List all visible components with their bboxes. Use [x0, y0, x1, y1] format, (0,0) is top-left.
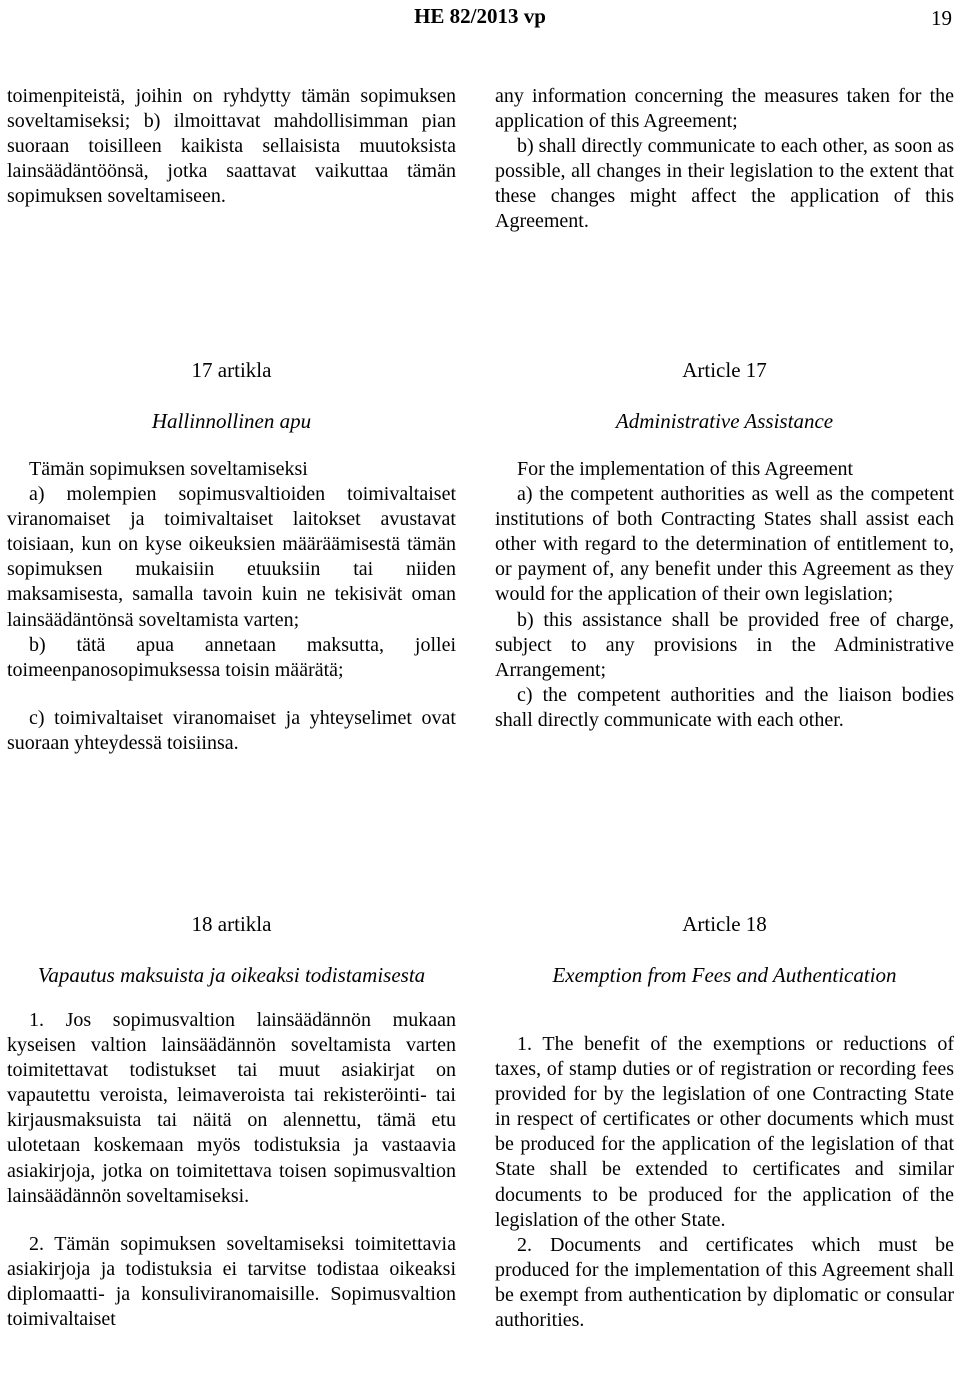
paragraph: 1. The benefit of the exemptions or reductions of taxes, of stamp duties or of registration or recording fees provided for by the legislation of one Contracting State in respect of certificates or other documents which must be produced for the application of the legislation of that State shall be extended to certificates and similar documents to be produced for the application of the legislation of the other State.	[495, 1033, 954, 1231]
paragraph: Tämän sopimuksen soveltamiseksi	[29, 458, 308, 480]
paragraph: a) the competent authorities as well as the competent institutions of both Contracting States shall assist each other with regard to the determination of entitlement to, or payment of, any benefit under this Agreement as they would for the application of their own legislation;	[495, 483, 954, 606]
article-heading: 18 artikla	[191, 912, 272, 936]
paragraph: b) tätä apua annetaan maksutta, jollei toimeenpanosopimuksessa toisin määrätä;	[7, 633, 456, 681]
paragraph: c) toimivaltaiset viranomaiset ja yhteyselimet ovat suoraan yhteydessä toisiinsa.	[7, 706, 456, 754]
paragraph: 2. Tämän sopimuksen soveltamiseksi toimitettavia asiakirjoja ja todistuksia ei tarvitse todistaa oikeaksi diplomaatti- ja konsuliviranomaisille. Sopimusvaltion toimivaltaiset	[7, 1232, 456, 1331]
paragraph: toimenpiteistä, joihin on ryhdytty tämän sopimuksen soveltamiseksi; b) ilmoittavat mahdollisimman pian suoraan toisilleen kaikista sellaisista muutoksista lainsäädäntöönsä, jotka saattavat vaikuttaa tämän sopimuksen soveltamiseen.	[7, 85, 456, 208]
top-right-column	[495, 84, 954, 235]
paragraph: b) shall directly communicate to each other, as soon as possible, all changes in their legislation to the extent that these changes might affect the application of this Agreement.	[495, 135, 954, 233]
article-title: Vapautus maksuista ja oikeaksi todistamisesta	[37, 963, 426, 987]
article17-fi-column	[7, 357, 456, 756]
top-left-column	[7, 84, 456, 209]
article-title: Administrative Assistance	[615, 409, 834, 433]
article-title: Hallinnollinen apu	[151, 409, 312, 433]
article-heading: Article 18	[682, 912, 767, 936]
article-heading: Article 17	[682, 358, 767, 382]
paragraph: 2. Documents and certificates which must be produced for the implementation of this Agreement shall be exempt from authentication by diplomatic or consular authorities.	[495, 1233, 954, 1332]
paragraph: For the implementation of this Agreement	[517, 458, 854, 480]
paragraph: a) molempien sopimusvaltioiden toimivaltaiset viranomaiset ja toimivaltaiset laitokset avustavat toisiaan, kun on kyse oikeuksien määräämisestä tämän sopimuksen mukaisiin etuuksiin tai niiden maksamisesta, samalla tavoin kuin ne tekisivät oman lainsäädäntönsä soveltamista varten;	[7, 483, 456, 631]
paragraph: c) the competent authorities and the liaison bodies shall directly communicate with each other.	[495, 683, 954, 731]
article18-fi-column	[7, 911, 456, 1332]
article17-en-column	[495, 357, 954, 733]
article-title: Exemption from Fees and Authentication	[552, 963, 897, 987]
article18-en-column	[495, 911, 954, 1333]
paragraph: 1. Jos sopimusvaltion lainsäädännön mukaan kyseisen valtion lainsäädännön soveltamista varten toimitettavat todistukset tai muut asiakirjat on vapautettu veroista, leimaveroista tai rekisteröinti- tai kirjausmaksuista tai näitä on alennettu, tämä etu ulotetaan koskemaan myös todistuksia ja vastaavia asiakirjoja, jotka on toimitettava toisen sopimusvaltion lainsäädännön soveltamiseksi.	[7, 1009, 456, 1207]
article-heading: 17 artikla	[191, 358, 272, 382]
paragraph: any information concerning the measures taken for the application of this Agreement;	[495, 85, 954, 133]
paragraph: b) this assistance shall be provided free of charge, subject to any provisions in the Administrative Arrangement;	[495, 608, 954, 681]
document-header-title: HE 82/2013 vp	[414, 4, 546, 28]
page-number: 19	[931, 6, 952, 30]
